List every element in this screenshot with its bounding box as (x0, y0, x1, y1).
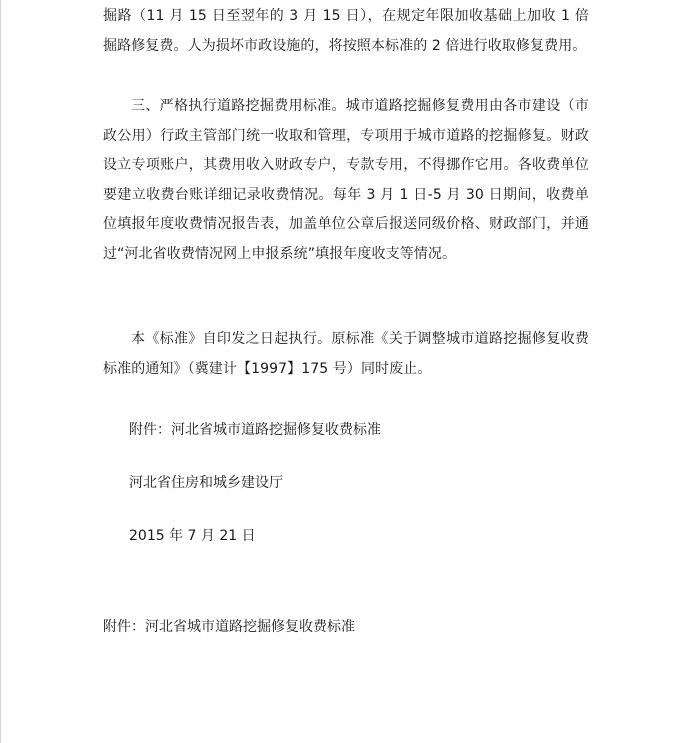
paragraph-effective-date: 本《标准》自印发之日起执行。原标准《关于调整城市道路挖掘修复收费标准的通知》（冀建计【1997】175 号）同时废止。 (103, 331, 589, 377)
issue-date: 2015 年 7 月 21 日 (129, 528, 256, 544)
paragraph-continued-fee-rules: 掘路（11 月 15 日至翌年的 3 月 15 日），在规定年限加收基础上加收 1 倍掘路修复费。人为损坏市政设施的，将按照本标准的 2 倍进行收取修复费用。 (103, 8, 589, 54)
paragraph-section-three: 三、严格执行道路挖掘费用标准。城市道路挖掘修复费用由各市建设（市政公用）行政主管部门统一收取和管理，专项用于城市道路的挖掘修复。财政设立专项账户，其费用收入财政专户，专款专用，不得挪作它用。各收费单位要建立收费台账详细记录收费情况。每年 3 月 1 日-5 月 30 日期间，收费单位填报年度收费情况报告表，加盖单位公章后报送同级价格、财政部门，并通过“河北省收费情况网上申报系统”填报年度收支等情况。 (103, 98, 589, 262)
attachment-heading: 附件：河北省城市道路挖掘修复收费标准 (103, 619, 355, 635)
issuing-authority: 河北省住房和城乡建设厅 (129, 475, 283, 491)
attachment-reference: 附件：河北省城市道路挖掘修复收费标准 (129, 422, 381, 438)
page-left-border (0, 0, 1, 743)
